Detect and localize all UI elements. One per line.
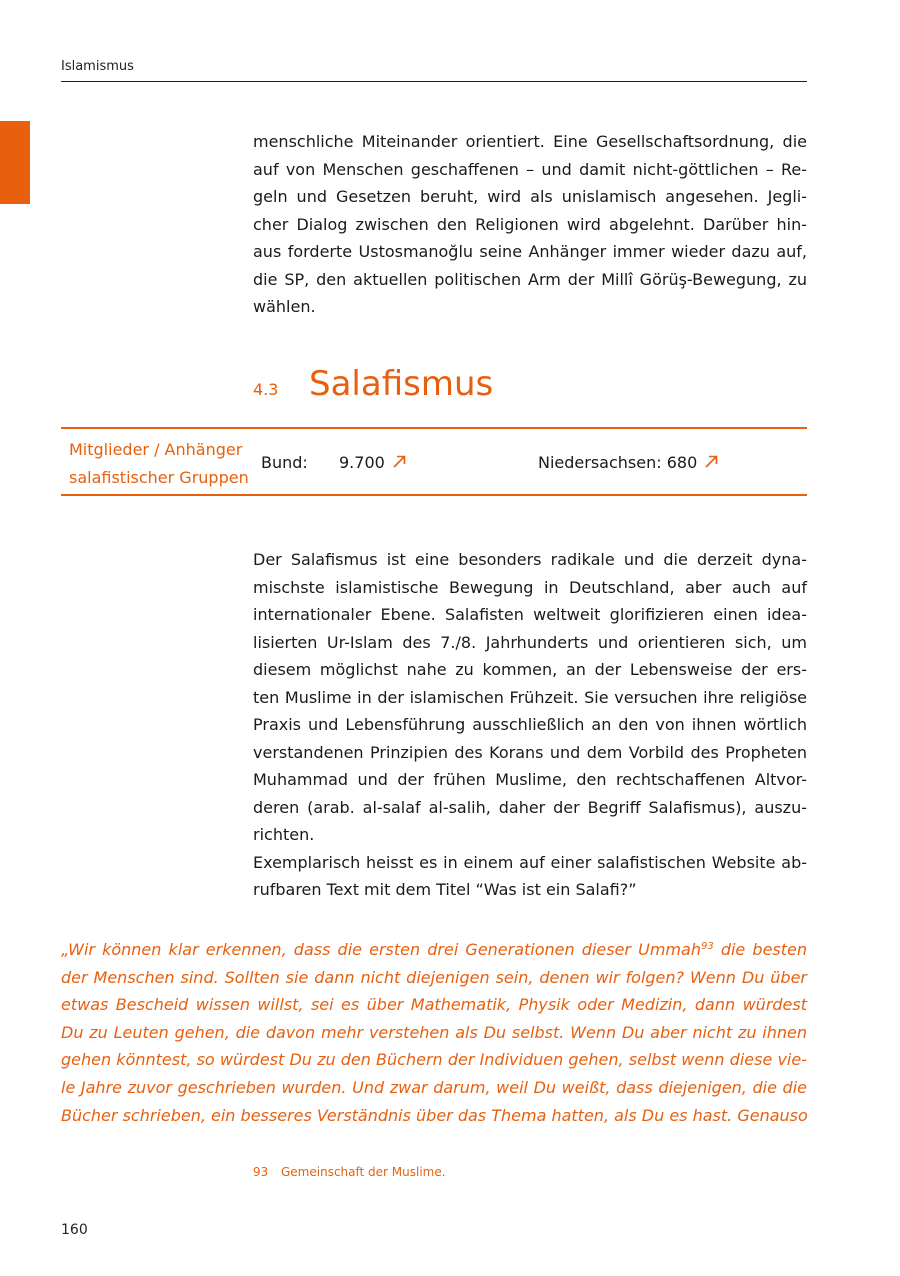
quote-text: „Wir können klar erkennen, dass die ersten drei Generationen dieser Ummah bbox=[61, 940, 701, 959]
paragraph-line: Exemplarisch heisst es in einem auf einer salafistischen Website ab- bbox=[253, 852, 807, 872]
footnote bbox=[253, 1165, 446, 1179]
chapter-side-tab bbox=[0, 121, 30, 204]
paragraph-line: geln und Gesetzen beruht, wird als unislamisch angesehen. Jegli- bbox=[253, 187, 807, 206]
stats-label-line: Mitglieder / Anhänger bbox=[69, 440, 243, 459]
arrow-up-right-icon bbox=[703, 453, 720, 474]
quote-line: etwas Bescheid wissen willst, sei es über Mathematik, Physik oder Medizin, dann würdest bbox=[61, 995, 807, 1015]
paragraph-line: lisierten Ur-Islam des 7./8. Jahrhunderts und orientieren sich, um bbox=[253, 632, 807, 652]
quote-line: le Jahre zuvor geschrieben wurden. Und zwar darum, weil Du weißt, dass diejenigen, die die bbox=[61, 1077, 807, 1097]
quote-line: der Menschen sind. Sollten sie dann nicht diejenigen sein, denen wir folgen? Wenn Du über bbox=[61, 967, 807, 987]
niedersachsen-stat bbox=[538, 453, 720, 474]
paragraph-line: auf von Menschen geschaffenen – und damit nicht-göttlichen – Re- bbox=[253, 159, 807, 179]
stats-label-line: salafistischer Gruppen bbox=[69, 467, 249, 487]
section-number: 4.3 bbox=[253, 380, 279, 399]
paragraph-line: die SP, den aktuellen politischen Arm der Millî Görüş-Bewegung, zu bbox=[253, 269, 807, 289]
paragraph-line: mischste islamistische Bewegung in Deutschland, aber auch auf bbox=[253, 577, 807, 597]
paragraph-line: verstandenen Prinzipien des Korans und dem Vorbild des Propheten bbox=[253, 742, 807, 762]
section-heading bbox=[253, 364, 493, 412]
salafi-quote bbox=[61, 936, 807, 1129]
membership-stats-box bbox=[61, 427, 807, 496]
quote-line: Du zu Leuten gehen, die davon mehr verstehen als Du selbst. Wenn Du aber nicht zu ihnen bbox=[61, 1022, 807, 1042]
paragraph-line: deren (arab. al-salaf al-salih, daher der Begriff Salafismus), auszu- bbox=[253, 797, 807, 817]
quote-line bbox=[61, 936, 807, 964]
bund-stat bbox=[339, 453, 408, 474]
quote-line: Bücher schrieben, ein besseres Verständnis über das Thema hatten, als Du es hast. Genauso bbox=[61, 1105, 808, 1125]
niedersachsen-value: Niedersachsen: 680 bbox=[538, 453, 698, 472]
paragraph-line: Der Salafismus ist eine besonders radikale und die derzeit dyna- bbox=[253, 550, 807, 569]
paragraph-line: richten. bbox=[253, 825, 315, 844]
arrow-up-right-icon bbox=[391, 453, 408, 474]
intro-paragraph bbox=[253, 128, 807, 321]
paragraph-line: rufbaren Text mit dem Titel “Was ist ein Salafi?” bbox=[253, 880, 637, 899]
bund-value: 9.700 bbox=[339, 453, 385, 472]
paragraph-line: Muhammad und der frühen Muslime, den rechtschaffenen Altvor- bbox=[253, 770, 807, 789]
paragraph-line: aus forderte Ustosmanoğlu seine Anhänger immer wieder dazu auf, bbox=[253, 242, 807, 261]
paragraph-line: Praxis und Lebensführung ausschließlich an den von ihnen wörtlich bbox=[253, 715, 807, 734]
footnote-text: Gemeinschaft der Muslime. bbox=[281, 1165, 446, 1179]
paragraph-line: ten Muslime in der islamischen Frühzeit. Sie versuchen ihre religiöse bbox=[253, 687, 807, 707]
page-number: 160 bbox=[61, 1222, 88, 1238]
footnote-reference[interactable]: 93 bbox=[700, 941, 714, 952]
running-head-title: Islamismus bbox=[61, 59, 134, 74]
quote-text: die besten bbox=[713, 940, 808, 959]
paragraph-line: menschliche Miteinander orientiert. Eine Gesellschaftsordnung, die bbox=[253, 132, 807, 151]
quote-line: gehen könntest, so würdest Du zu den Büchern der Individuen gehen, selbst wenn diese vie- bbox=[61, 1050, 807, 1070]
footnote-number: 93 bbox=[253, 1165, 269, 1179]
paragraph-line: wählen. bbox=[253, 297, 316, 316]
stats-label bbox=[69, 436, 249, 491]
paragraph-line: diesem möglichst nahe zu kommen, an der Lebensweise der ers- bbox=[253, 660, 807, 679]
paragraph-line: internationaler Ebene. Salafisten weltweit glorifizieren einen idea- bbox=[253, 605, 807, 624]
section-title: Salafismus bbox=[309, 364, 494, 404]
paragraph-line: cher Dialog zwischen den Religionen wird abgelehnt. Darüber hin- bbox=[253, 214, 807, 234]
header-rule bbox=[61, 81, 807, 82]
main-paragraph bbox=[253, 546, 807, 904]
bund-label: Bund: bbox=[261, 453, 308, 472]
